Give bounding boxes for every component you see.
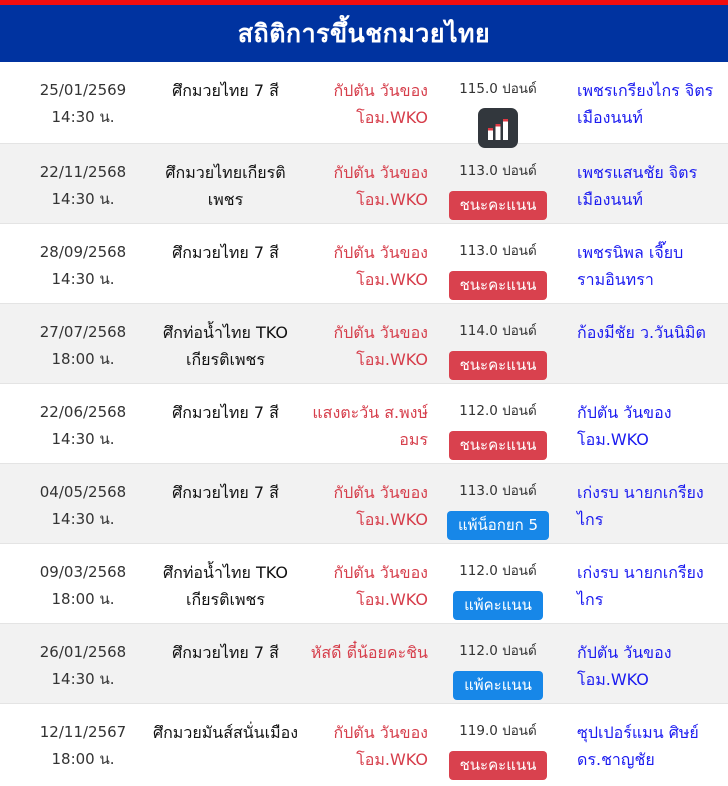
fighter-line2: ไกร [577, 590, 604, 609]
opponent-line2: โอม.WKO [356, 510, 428, 529]
fight-time: 18:00 น. [51, 350, 115, 368]
fighter-line1: เพชรนิพล เจี๊ยบ [577, 243, 684, 262]
event-line2: เพชร [207, 190, 244, 209]
fighter-line2: เมืองนนท์ [577, 190, 643, 209]
event-line2 [148, 746, 303, 773]
result-badge: ชนะคะแนน [449, 271, 548, 300]
opponent-name-link[interactable] [303, 319, 428, 373]
table-row [0, 143, 728, 223]
opponent-name-link[interactable] [303, 479, 428, 533]
opponent-line2 [303, 666, 428, 693]
fight-time: 14:30 น. [51, 430, 115, 448]
event-line1: ศึกมวยไทย 7 สี [172, 243, 279, 262]
weight-text: 112.0 ปอนด์ [459, 563, 537, 579]
bar-chart-icon[interactable] [478, 108, 518, 152]
fighter-line1: ซุปเปอร์แมน ศิษย์ [577, 723, 699, 742]
page-title: สถิติการขึ้นชกมวยไทย [237, 18, 491, 48]
fighter-line1: เพชรเกรียงไกร จิตร [577, 81, 714, 100]
opponent-line2: โอม.WKO [356, 270, 428, 289]
weight-and-result [428, 77, 568, 152]
weight-text: 113.0 ปอนด์ [459, 243, 537, 259]
opponent-name-link[interactable] [303, 77, 428, 131]
opponent-line2: โอม.WKO [356, 350, 428, 369]
opponent-line1: แสงตะวัน ส.พงษ์ [312, 403, 428, 422]
opponent-line1: กัปตัน วันของ [333, 483, 428, 502]
result-badge: ชนะคะแนน [449, 351, 548, 380]
fighter-line2 [577, 346, 718, 373]
fighter-line2: ดร.ชาญชัย [577, 750, 655, 769]
event-line2 [148, 104, 303, 131]
event-line1: ศึกท่อน้ำไทย TKO [163, 563, 288, 582]
table-row [0, 303, 728, 383]
fighter-line1: กัปตัน วันของ [577, 643, 672, 662]
fighter-name-link[interactable] [568, 639, 718, 693]
fighter-name-link[interactable] [568, 479, 718, 533]
weight-and-result [428, 399, 568, 460]
weight-text: 119.0 ปอนด์ [459, 723, 537, 739]
table-row [0, 703, 728, 783]
fighter-line2: รามอินทรา [577, 270, 654, 289]
fight-history-table [0, 62, 728, 783]
weight-and-result [428, 159, 568, 220]
fight-date: 27/07/2568 [39, 323, 127, 341]
fight-date: 25/01/2569 [39, 81, 127, 99]
opponent-line1: กัปตัน วันของ [333, 563, 428, 582]
table-row [0, 623, 728, 703]
weight-and-result [428, 319, 568, 380]
opponent-line2: อมร [399, 430, 428, 449]
event-line2 [148, 266, 303, 293]
event-name [148, 159, 303, 213]
fight-date: 12/11/2567 [39, 723, 127, 741]
opponent-line1: หัสดี ตี๋น้อยคะชิน [310, 643, 428, 662]
fighter-line1: ก้องมีชัย ว.วันนิมิต [577, 323, 706, 342]
weight-and-result [428, 559, 568, 620]
opponent-line2: โอม.WKO [356, 590, 428, 609]
event-line1: ศึกท่อน้ำไทย TKO [163, 323, 288, 342]
fighter-name-link[interactable] [568, 559, 718, 613]
weight-and-result [428, 479, 568, 540]
weight-text: 115.0 ปอนด์ [459, 81, 537, 97]
result-badge: แพ้น็อกยก 5 [447, 511, 549, 540]
table-row [0, 543, 728, 623]
event-name [148, 479, 303, 533]
opponent-line2: โอม.WKO [356, 750, 428, 769]
fight-date: 26/01/2568 [39, 643, 127, 661]
table-row [0, 463, 728, 543]
fighter-line1: เพชรแสนชัย จิตร [577, 163, 698, 182]
fight-datetime [18, 239, 148, 293]
table-row [0, 223, 728, 303]
result-badge: ชนะคะแนน [449, 431, 548, 460]
event-line1: ศึกมวยไทย 7 สี [172, 483, 279, 502]
fight-date: 09/03/2568 [39, 563, 127, 581]
event-name [148, 399, 303, 453]
fighter-line1: เก่งรบ นายกเกรียง [577, 483, 704, 502]
fighter-line1: กัปตัน วันของ [577, 403, 672, 422]
fight-datetime [18, 159, 148, 213]
opponent-line1: กัปตัน วันของ [333, 723, 428, 742]
opponent-line1: กัปตัน วันของ [333, 81, 428, 100]
fight-date: 28/09/2568 [39, 243, 127, 261]
table-row [0, 62, 728, 143]
event-line2 [148, 666, 303, 693]
fight-date: 22/11/2568 [39, 163, 127, 181]
result-badge: แพ้คะแนน [453, 671, 543, 700]
fighter-line1: เก่งรบ นายกเกรียง [577, 563, 704, 582]
opponent-name-link[interactable] [303, 159, 428, 213]
fight-time: 14:30 น. [51, 670, 115, 688]
event-name [148, 719, 303, 773]
event-line1: ศึกมวยไทย 7 สี [172, 403, 279, 422]
event-line2 [148, 506, 303, 533]
event-line1: ศึกมวยไทย 7 สี [172, 643, 279, 662]
fight-datetime [18, 559, 148, 613]
opponent-line2: โอม.WKO [356, 190, 428, 209]
fight-time: 14:30 น. [51, 270, 115, 288]
fight-time: 14:30 น. [51, 510, 115, 528]
weight-text: 112.0 ปอนด์ [459, 403, 537, 419]
event-line2 [148, 426, 303, 453]
fight-datetime [18, 639, 148, 693]
fight-time: 18:00 น. [51, 590, 115, 608]
fighter-name-link[interactable] [568, 159, 718, 213]
fight-date: 22/06/2568 [39, 403, 127, 421]
event-line1: ศึกมวยมันส์สนั่นเมือง [152, 723, 299, 742]
result-badge: ชนะคะแนน [449, 191, 548, 220]
event-name [148, 239, 303, 293]
fighter-line2: โอม.WKO [577, 670, 649, 689]
page-header [0, 5, 728, 62]
result-badge: แพ้คะแนน [453, 591, 543, 620]
opponent-name-link[interactable] [303, 239, 428, 293]
fighter-line2: เมืองนนท์ [577, 108, 643, 127]
weight-text: 113.0 ปอนด์ [459, 163, 537, 179]
opponent-name-link[interactable] [303, 639, 428, 693]
event-line2: เกียรติเพชร [186, 350, 265, 369]
weight-text: 112.0 ปอนด์ [459, 643, 537, 659]
fighter-name-link[interactable] [568, 77, 718, 131]
result-badge: ชนะคะแนน [449, 751, 548, 780]
event-name [148, 559, 303, 613]
fighter-name-link[interactable] [568, 719, 718, 773]
opponent-line1: กัปตัน วันของ [333, 243, 428, 262]
fight-datetime [18, 77, 148, 131]
event-line1: ศึกมวยไทยเกียรติ [165, 163, 286, 182]
fight-time: 14:30 น. [51, 108, 115, 126]
fight-time: 18:00 น. [51, 750, 115, 768]
fight-date: 04/05/2568 [39, 483, 127, 501]
table-row [0, 383, 728, 463]
opponent-name-link[interactable] [303, 719, 428, 773]
fight-time: 14:30 น. [51, 190, 115, 208]
event-name [148, 77, 303, 131]
fight-datetime [18, 319, 148, 373]
opponent-name-link[interactable] [303, 559, 428, 613]
opponent-line2: โอม.WKO [356, 108, 428, 127]
fight-datetime [18, 719, 148, 773]
weight-and-result [428, 639, 568, 700]
fighter-name-link[interactable] [568, 399, 718, 453]
opponent-name-link[interactable] [303, 399, 428, 453]
opponent-line1: กัปตัน วันของ [333, 323, 428, 342]
event-name [148, 319, 303, 373]
opponent-line1: กัปตัน วันของ [333, 163, 428, 182]
weight-and-result [428, 239, 568, 300]
weight-text: 113.0 ปอนด์ [459, 483, 537, 499]
weight-and-result [428, 719, 568, 780]
event-line2: เกียรติเพชร [186, 590, 265, 609]
fight-datetime [18, 479, 148, 533]
event-line1: ศึกมวยไทย 7 สี [172, 81, 279, 100]
fighter-name-link[interactable] [568, 319, 718, 373]
event-name [148, 639, 303, 693]
weight-text: 114.0 ปอนด์ [459, 323, 537, 339]
fighter-line2: โอม.WKO [577, 430, 649, 449]
fighter-line2: ไกร [577, 510, 604, 529]
fight-datetime [18, 399, 148, 453]
fighter-name-link[interactable] [568, 239, 718, 293]
